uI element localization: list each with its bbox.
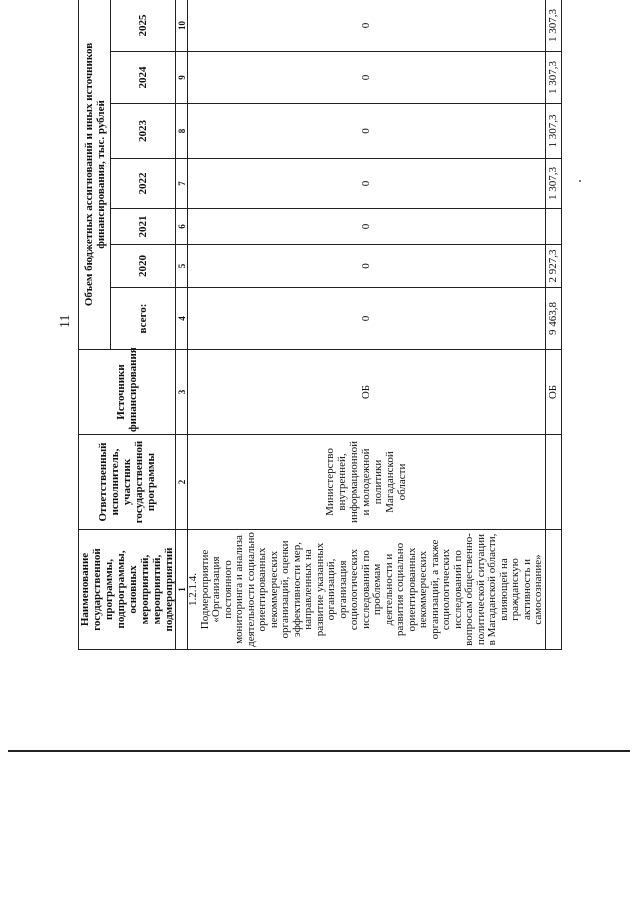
bottom-2020: 2 927,3 bbox=[545, 245, 561, 288]
header-2022: 2022 bbox=[111, 159, 176, 209]
header-2021: 2021 bbox=[111, 209, 176, 245]
column-number: 8 bbox=[176, 104, 188, 159]
budget-table bbox=[78, 0, 562, 650]
column-number: 6 bbox=[176, 209, 188, 245]
bottom-source: ОБ bbox=[545, 350, 561, 435]
activity-executor: Министерство внутренней, информационной и молодежной политики Магаданской области bbox=[188, 435, 546, 530]
bottom-2024: 1 307,3 bbox=[545, 52, 561, 104]
activity-2020: 0 bbox=[188, 245, 546, 288]
activity-2021: 0 bbox=[188, 209, 546, 245]
header-total: всего: bbox=[111, 288, 176, 350]
bottom-2021 bbox=[545, 209, 561, 245]
column-number: 5 bbox=[176, 245, 188, 288]
header-2020: 2020 bbox=[111, 245, 176, 288]
rotated-table-page bbox=[58, 0, 559, 650]
activity-2025: 0 bbox=[188, 0, 546, 52]
column-number: 3 bbox=[176, 350, 188, 435]
bottom-2023: 1 307,3 bbox=[545, 104, 561, 159]
header-2023: 2023 bbox=[111, 104, 176, 159]
header-source: Источники финансирования bbox=[79, 350, 176, 435]
bottom-name bbox=[545, 530, 561, 650]
header-2024: 2024 bbox=[111, 52, 176, 104]
bottom-2022: 1 307,3 bbox=[545, 159, 561, 209]
bottom-total: 9 463,8 bbox=[545, 288, 561, 350]
column-number: 4 bbox=[176, 288, 188, 350]
header-2025: 2025 bbox=[111, 0, 176, 52]
bottom-executor bbox=[545, 435, 561, 530]
bottom-2025: 1 307,3 bbox=[545, 0, 561, 52]
column-number: 7 bbox=[176, 159, 188, 209]
activity-2022: 0 bbox=[188, 159, 546, 209]
activity-2023: 0 bbox=[188, 104, 546, 159]
header-volume: Объем бюджетных ассигнований и иных источников финансирования, тыс. рублей bbox=[79, 0, 111, 350]
activity-source: ОБ bbox=[188, 350, 546, 435]
horizontal-rule bbox=[8, 750, 630, 752]
activity-name: 1.2.1.4. Подмероприятие «Организация постоянного мониторинга и анализа деятельности социально ориентированных некоммерческих организаций, оценки эффективности мер, направленных на развитие указанных организаций, организация социологических исследований по проблемам деятельности и развития социально ориентированных некоммерческих организаций, а также социологических исследований по вопросам общественно-политической ситуации в Магаданской области, влияющей на гражданскую активность и самосознание» bbox=[188, 530, 546, 650]
column-number: 9 bbox=[176, 52, 188, 104]
activity-total: 0 bbox=[188, 288, 546, 350]
header-executor: Ответственный исполнитель, участник государственной программы bbox=[79, 435, 176, 530]
activity-2024: 0 bbox=[188, 52, 546, 104]
column-number: 2 bbox=[176, 435, 188, 530]
column-number: 1 bbox=[176, 530, 188, 650]
page-number: 11 bbox=[58, 314, 73, 328]
column-number: 10 bbox=[176, 0, 188, 52]
scan-speck bbox=[579, 180, 581, 182]
header-name: Наименование государственной программы, подпрограммы, основных мероприятий, мероприятий, подмероприятий bbox=[79, 530, 176, 650]
